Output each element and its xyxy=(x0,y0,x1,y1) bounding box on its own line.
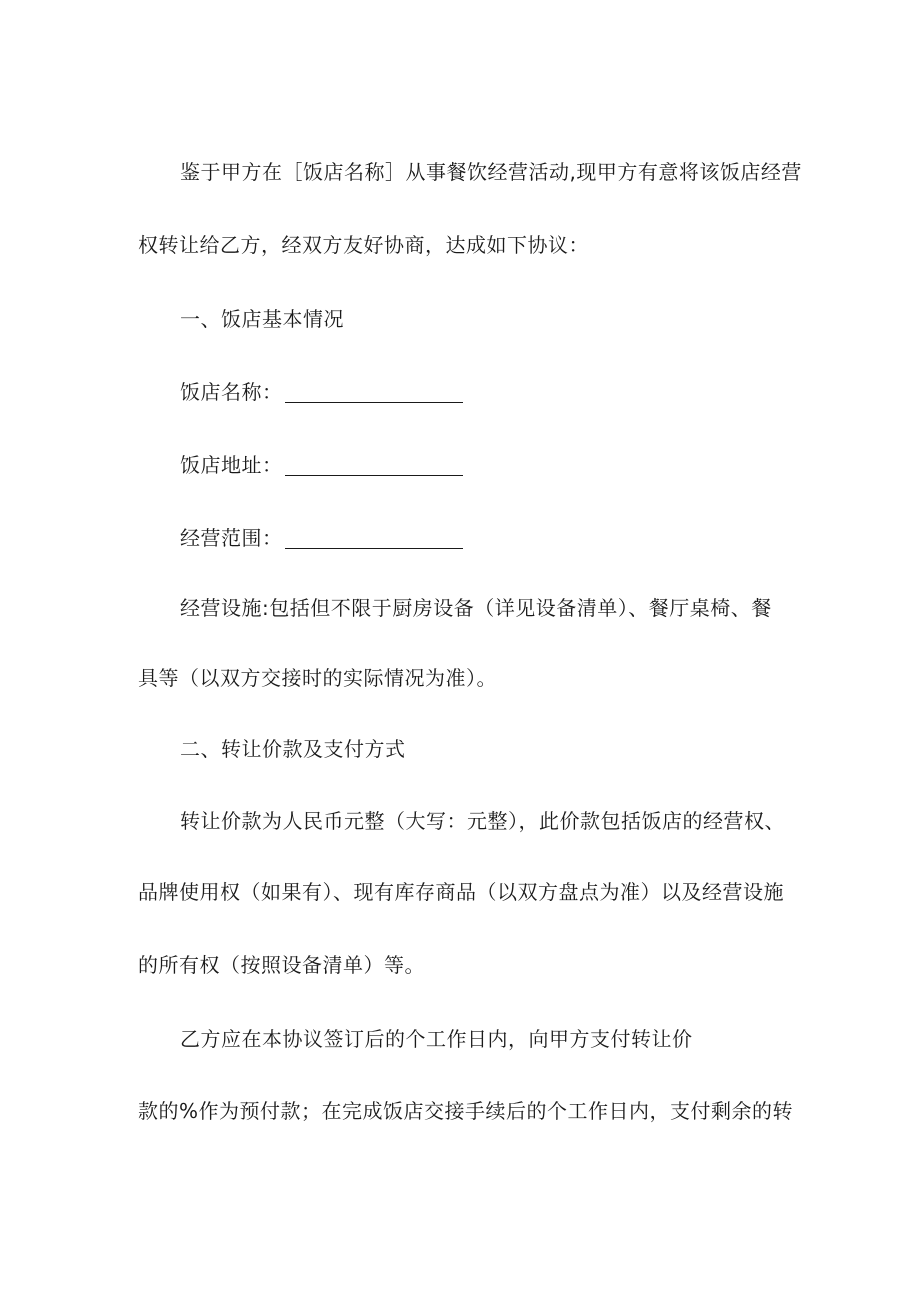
restaurant-name-field xyxy=(180,380,463,404)
business-scope-field xyxy=(180,526,463,550)
intro-paragraph-line-1: 鉴于甲方在［饭店名称］从事餐饮经营活动,现甲方有意将该饭店经营 xyxy=(180,160,802,184)
payment-paragraph-line-1: 乙方应在本协议签订后的个工作日内，向甲方支付转让价 xyxy=(180,1027,693,1051)
restaurant-address-blank xyxy=(285,455,463,476)
price-paragraph-line-3: 的所有权（按照设备清单）等。 xyxy=(138,953,425,977)
intro-paragraph-line-2: 权转让给乙方，经双方友好协商，达成如下协议： xyxy=(138,233,589,257)
price-paragraph-line-1: 转让价款为人民币元整（大写：元整），此价款包括饭店的经营权、 xyxy=(180,809,785,833)
facilities-paragraph-line-2: 具等（以双方交接时的实际情况为准）。 xyxy=(138,666,497,690)
section-1-heading: 一、饭店基本情况 xyxy=(180,307,344,331)
facilities-paragraph-line-1: 经营设施:包括但不限于厨房设备（详见设备清单）、餐厅桌椅、餐 xyxy=(180,596,772,620)
restaurant-name-blank xyxy=(285,382,463,403)
restaurant-name-label: 饭店名称： xyxy=(180,380,283,404)
section-2-heading: 二、转让价款及支付方式 xyxy=(180,737,406,761)
restaurant-address-field xyxy=(180,453,463,477)
business-scope-label: 经营范围： xyxy=(180,526,283,550)
payment-paragraph-line-2: 款的%作为预付款；在完成饭店交接手续后的个工作日内，支付剩余的转 xyxy=(138,1099,794,1123)
business-scope-blank xyxy=(285,528,463,549)
price-paragraph-line-2: 品牌使用权（如果有）、现有库存商品（以双方盘点为准）以及经营设施 xyxy=(138,880,784,904)
restaurant-address-label: 饭店地址： xyxy=(180,453,283,477)
